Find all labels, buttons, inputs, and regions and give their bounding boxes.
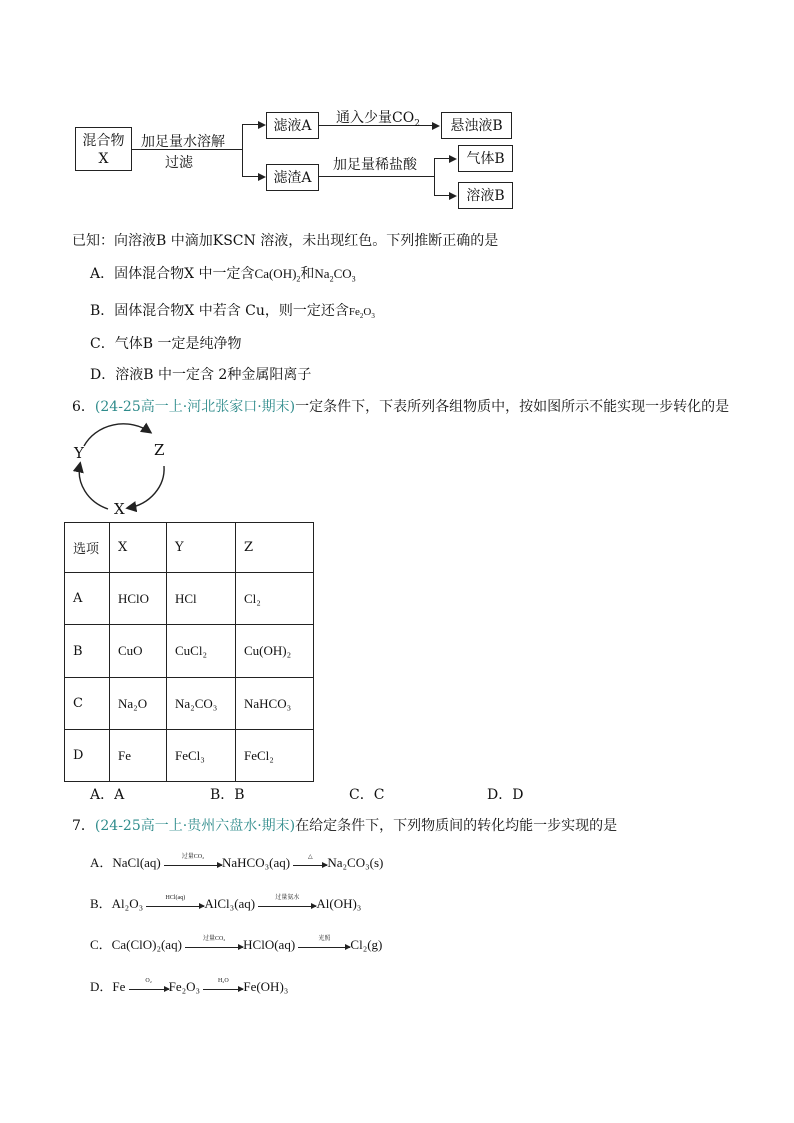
q7-stem-text: 在给定条件下，下列物质间的转化均能一步实现的是 bbox=[295, 818, 618, 834]
table-row bbox=[65, 573, 314, 625]
filtrate-a-box bbox=[266, 112, 319, 139]
table-cell: NaHCO₃ bbox=[236, 678, 314, 730]
table-header-cell: Y bbox=[167, 523, 236, 573]
table-header-cell: 选项 bbox=[65, 523, 110, 573]
condition-label: 过量CO₂ bbox=[181, 853, 205, 860]
table-header-cell: X bbox=[110, 523, 167, 573]
suspension-b-label: 悬浊液B bbox=[450, 118, 503, 134]
flow-branch-top bbox=[242, 124, 258, 125]
condition-label: 过量氨水 bbox=[275, 894, 300, 901]
step2-label: 通入少量$CO_2$ bbox=[336, 110, 420, 129]
flow-hcl-line bbox=[319, 176, 434, 177]
filtrate-a-label: 滤液A bbox=[273, 118, 312, 134]
table-cell: B bbox=[65, 625, 110, 678]
condition-label: H₂O bbox=[217, 977, 229, 984]
q6-cycle-diagram bbox=[68, 420, 178, 520]
table-cell: Cl₂ bbox=[236, 573, 314, 625]
mixture-label: 混合物 bbox=[82, 133, 125, 149]
flow-hcl-branch-bottom bbox=[434, 195, 449, 196]
cycle-label-z: Z bbox=[154, 441, 165, 459]
q5-option-a[interactable]: A．固体混合物X 中一定含$Ca(OH)_2$和$Na_2CO_3$ bbox=[90, 266, 356, 284]
table-row bbox=[65, 678, 314, 730]
arrow-to-filtrate bbox=[258, 121, 266, 129]
solution-b-label: 溶液B bbox=[466, 188, 505, 204]
q6-choice-c[interactable]: C．C bbox=[349, 787, 385, 803]
q7-option-b[interactable]: B．Al₂O₃ HCl(aq) AlCl₃(aq) 过量氨水 Al(OH)₃ bbox=[90, 894, 362, 911]
table-cell: FeCl₃ bbox=[167, 730, 236, 782]
q6-stem-text: 一定条件下，下表所列各组物质中，按如图所示不能实现一步转化的是 bbox=[295, 399, 730, 415]
step1-sub: 过滤 bbox=[165, 155, 193, 171]
q7-stem bbox=[72, 815, 617, 835]
q5-option-c[interactable]: C．气体B 一定是纯净物 bbox=[90, 336, 242, 352]
q6-choice-b[interactable]: B．B bbox=[210, 787, 245, 803]
q5-option-d[interactable]: D．溶液B 中一定含 2种金属阳离子 bbox=[90, 367, 312, 383]
table-cell: FeCl₂ bbox=[236, 730, 314, 782]
table-row bbox=[65, 730, 314, 782]
flow-branch-vertical bbox=[242, 124, 243, 177]
table-cell: Fe bbox=[110, 730, 167, 782]
table-cell: Na₂CO₃ bbox=[167, 678, 236, 730]
arrow-to-residue bbox=[258, 173, 266, 181]
q5-option-b[interactable]: B．固体混合物X 中若含 Cu，则一定还含$Fe_2O_3$ bbox=[90, 303, 375, 321]
arrow-to-gas bbox=[449, 155, 457, 163]
table-cell: CuO bbox=[110, 625, 167, 678]
table-row bbox=[65, 625, 314, 678]
table-header-row bbox=[65, 523, 314, 573]
table-cell: CuCl₂ bbox=[167, 625, 236, 678]
q6-choice-a[interactable]: A．A bbox=[90, 787, 125, 803]
table-cell: A bbox=[65, 573, 110, 625]
step1-label: 加足量水溶解 bbox=[141, 134, 225, 150]
q6-source[interactable]: (24-25高一上·河北张家口·期末) bbox=[94, 399, 296, 415]
cycle-label-y: Y bbox=[74, 444, 84, 462]
table-cell: HClO bbox=[110, 573, 167, 625]
flow-hcl-branch-top bbox=[434, 158, 449, 159]
gas-b-box bbox=[458, 145, 513, 172]
q6-number: 6． bbox=[72, 399, 95, 415]
condition-label: △ bbox=[308, 853, 313, 860]
q6-table bbox=[64, 522, 314, 782]
residue-a-label: 滤渣A bbox=[273, 170, 312, 186]
table-cell: C bbox=[65, 678, 110, 730]
q6-choice-d[interactable]: D．D bbox=[487, 787, 524, 803]
condition-label: 光照 bbox=[318, 935, 331, 942]
table-header-cell: Z bbox=[236, 523, 314, 573]
q7-option-d[interactable]: D．Fe O₂ Fe₂O₃ H₂O Fe(OH)₃ bbox=[90, 977, 289, 994]
q6-stem bbox=[72, 396, 729, 416]
cycle-label-x: X bbox=[114, 500, 125, 518]
mixture-box bbox=[75, 127, 132, 171]
flow-hcl-branch-vertical bbox=[434, 158, 435, 196]
q7-option-c[interactable]: C．Ca(ClO)₂(aq) 过量CO₂ HClO(aq) 光照 Cl₂(g) bbox=[90, 935, 383, 952]
q7-option-a[interactable]: A．NaCl(aq) 过量CO₂ NaHCO₃(aq) △ Na₂CO₃(s) bbox=[90, 853, 384, 870]
table-cell: HCl bbox=[167, 573, 236, 625]
condition-label: O₂ bbox=[145, 977, 152, 984]
arrow-to-solution bbox=[449, 192, 457, 200]
q7-source[interactable]: (24-25高一上·贵州六盘水·期末) bbox=[94, 818, 296, 834]
gas-b-label: 气体B bbox=[466, 151, 505, 167]
step3-label: 加足量稀盐酸 bbox=[333, 157, 417, 173]
arrow-to-suspension bbox=[432, 122, 440, 130]
suspension-b-box bbox=[441, 112, 512, 139]
table-cell: Cu(OH)₂ bbox=[236, 625, 314, 678]
table-cell: Na₂O bbox=[110, 678, 167, 730]
condition-label: 过量CO₂ bbox=[202, 935, 226, 942]
table-cell: D bbox=[65, 730, 110, 782]
q7-number: 7． bbox=[72, 818, 95, 834]
mixture-x: X bbox=[98, 151, 109, 167]
flow-branch-bottom bbox=[242, 176, 258, 177]
solution-b-box bbox=[458, 182, 513, 209]
residue-a-box bbox=[266, 164, 319, 191]
q5-given: 已知：向溶液B 中滴加KSCN 溶液，未出现红色。下列推断正确的是 bbox=[72, 233, 499, 249]
condition-label: HCl(aq) bbox=[165, 894, 186, 901]
